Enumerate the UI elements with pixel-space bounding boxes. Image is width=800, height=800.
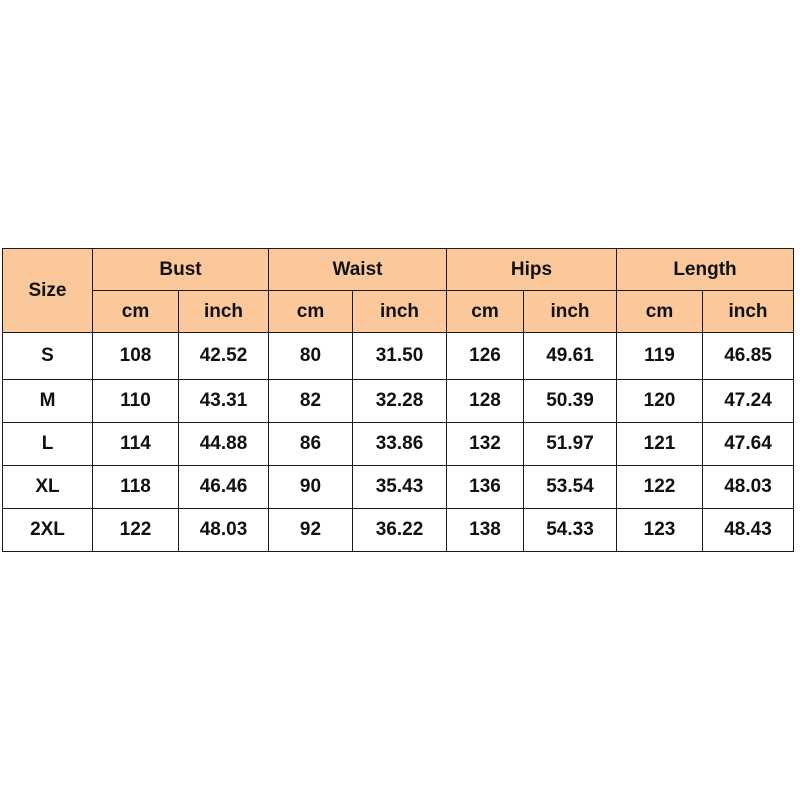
group-header-length: Length	[617, 249, 794, 291]
size-cell: L	[3, 423, 93, 466]
table-cell: 90	[269, 466, 353, 509]
size-cell: M	[3, 380, 93, 423]
table-cell: 86	[269, 423, 353, 466]
unit-header: cm	[93, 291, 179, 333]
table-cell: 114	[93, 423, 179, 466]
table-cell: 136	[447, 466, 524, 509]
table-row	[3, 423, 794, 466]
table-cell: 122	[617, 466, 703, 509]
table-cell: 54.33	[524, 509, 617, 552]
table-cell: 128	[447, 380, 524, 423]
table-row	[3, 509, 794, 552]
size-chart-table	[2, 248, 794, 552]
table-cell: 51.97	[524, 423, 617, 466]
table-row	[3, 466, 794, 509]
table-cell: 53.54	[524, 466, 617, 509]
table-cell: 110	[93, 380, 179, 423]
size-header: Size	[3, 249, 93, 333]
header-group-row	[3, 249, 794, 291]
table-cell: 48.03	[179, 509, 269, 552]
table-cell: 43.31	[179, 380, 269, 423]
size-cell: 2XL	[3, 509, 93, 552]
table-cell: 92	[269, 509, 353, 552]
table-cell: 50.39	[524, 380, 617, 423]
table-cell: 82	[269, 380, 353, 423]
table-cell: 80	[269, 333, 353, 380]
table-cell: 48.43	[703, 509, 794, 552]
table-header	[3, 249, 794, 333]
table-cell: 118	[93, 466, 179, 509]
table-cell: 121	[617, 423, 703, 466]
table-cell: 132	[447, 423, 524, 466]
table-cell: 48.03	[703, 466, 794, 509]
table-cell: 46.46	[179, 466, 269, 509]
group-header-waist: Waist	[269, 249, 447, 291]
unit-header: inch	[524, 291, 617, 333]
table-cell: 44.88	[179, 423, 269, 466]
size-cell: S	[3, 333, 93, 380]
header-unit-row	[3, 291, 794, 333]
table-cell: 32.28	[353, 380, 447, 423]
unit-header: inch	[703, 291, 794, 333]
table-cell: 36.22	[353, 509, 447, 552]
table-cell: 33.86	[353, 423, 447, 466]
unit-header: cm	[617, 291, 703, 333]
table-cell: 46.85	[703, 333, 794, 380]
unit-header: cm	[269, 291, 353, 333]
table-cell: 119	[617, 333, 703, 380]
group-header-bust: Bust	[93, 249, 269, 291]
table-cell: 122	[93, 509, 179, 552]
table-row	[3, 380, 794, 423]
unit-header: cm	[447, 291, 524, 333]
table-cell: 47.24	[703, 380, 794, 423]
table-cell: 42.52	[179, 333, 269, 380]
unit-header: inch	[179, 291, 269, 333]
unit-header: inch	[353, 291, 447, 333]
size-cell: XL	[3, 466, 93, 509]
table-row	[3, 333, 794, 380]
group-header-hips: Hips	[447, 249, 617, 291]
table-cell: 138	[447, 509, 524, 552]
table-cell: 126	[447, 333, 524, 380]
table-cell: 31.50	[353, 333, 447, 380]
table-body	[3, 333, 794, 552]
table-cell: 35.43	[353, 466, 447, 509]
table-cell: 120	[617, 380, 703, 423]
table-cell: 123	[617, 509, 703, 552]
table-cell: 47.64	[703, 423, 794, 466]
table-cell: 108	[93, 333, 179, 380]
table-cell: 49.61	[524, 333, 617, 380]
